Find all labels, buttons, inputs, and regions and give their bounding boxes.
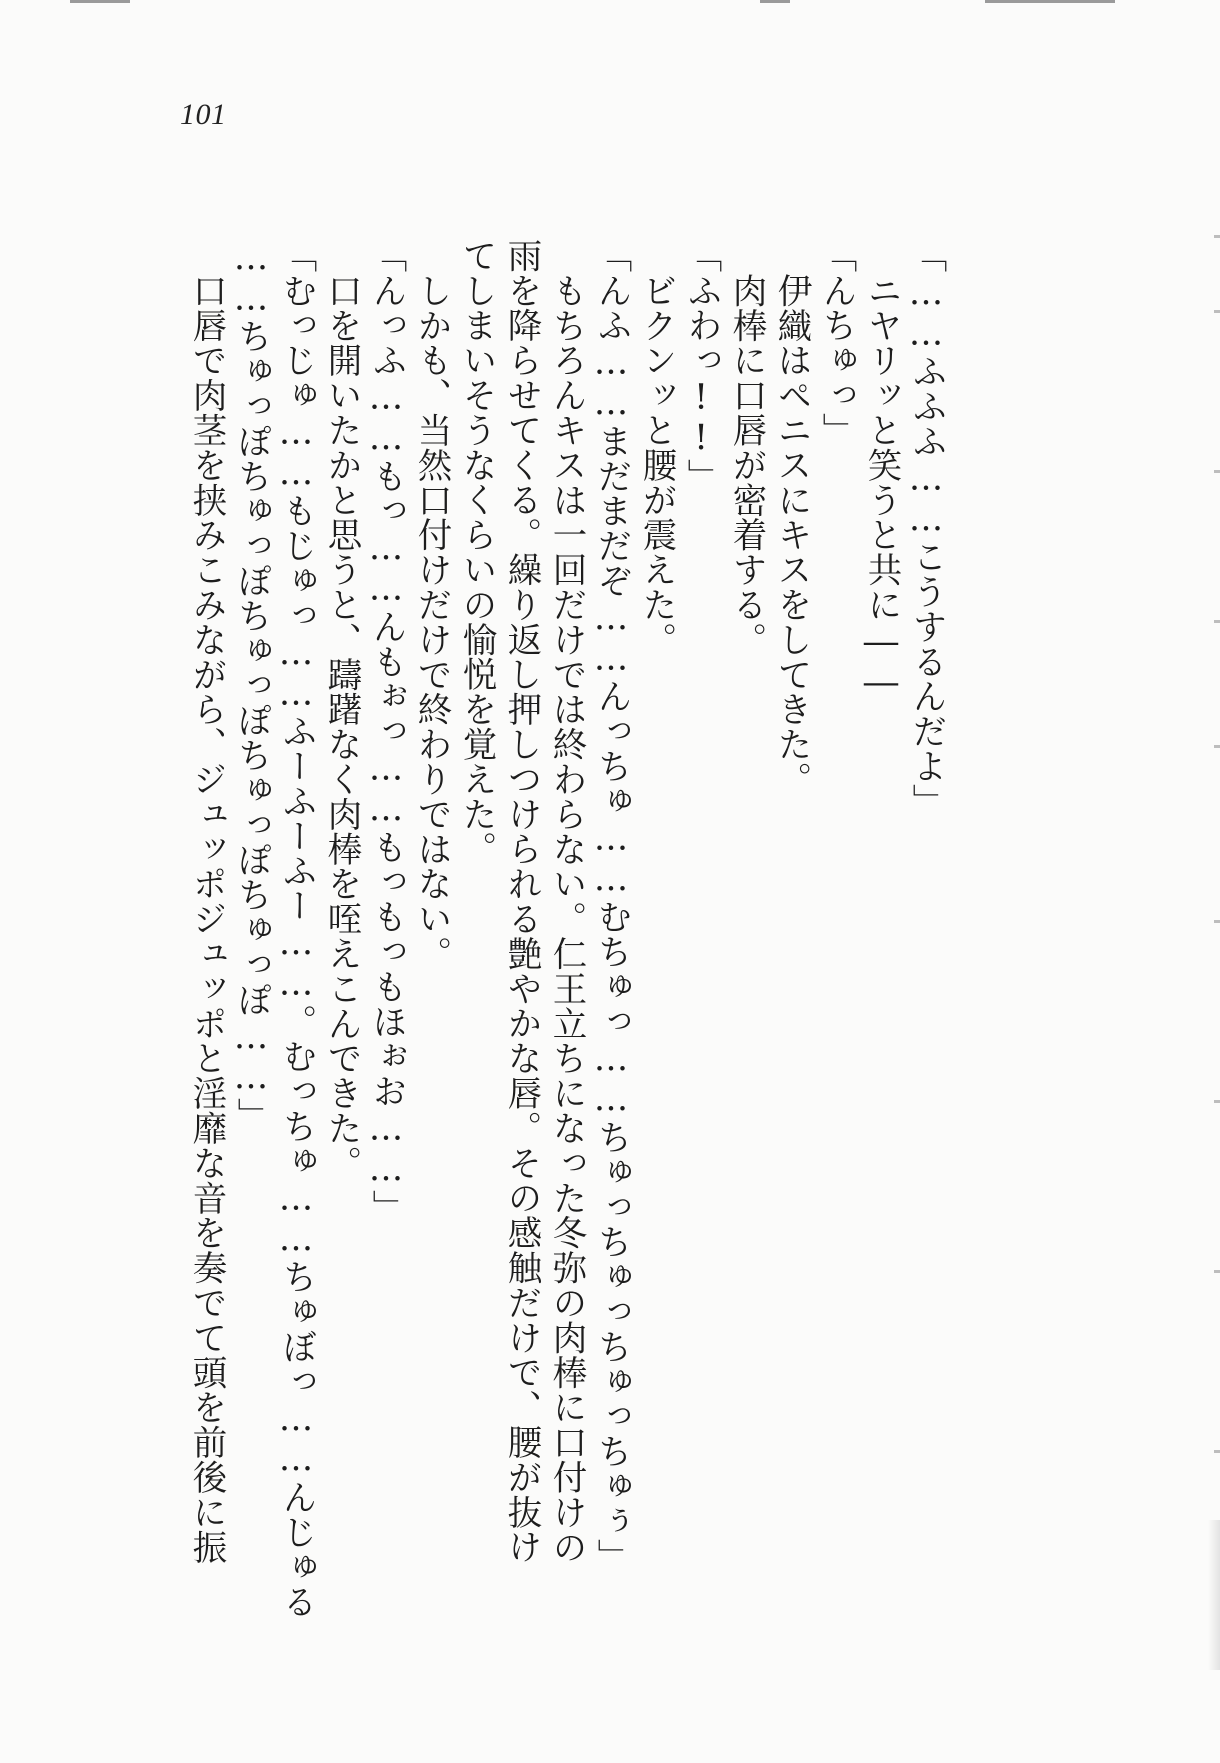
text-line: 「むっじゅ……もじゅっ……ふーふーふー……。むっちゅ……ちゅぼっ……んじゅる xyxy=(276,238,316,1620)
text-line: ニヤリッと笑うと共に―― xyxy=(861,272,901,703)
text-line: ……ちゅっぽちゅっぽちゅっぽちゅっぽちゅっぽ……」 xyxy=(231,238,271,1133)
text-line: もちろんキスは一回だけでは終わらない。仁王立ちになった冬弥の肉棒に口付けの xyxy=(546,272,586,1564)
text-line: 口を開いたかと思うと、躊躇なく肉棒を咥えこんできた。 xyxy=(321,272,361,1180)
text-line: てしまいそうなくらいの愉悦を覚えた。 xyxy=(456,238,496,867)
page-edge-mark xyxy=(1214,1270,1220,1273)
text-line: 「……ふふふ……こうするんだよ」 xyxy=(906,238,946,819)
page-edge-mark xyxy=(1214,620,1220,623)
text-line: 伊織はペニスにキスをしてきた。 xyxy=(771,272,811,796)
text-line: ビクンッと腰が震えた。 xyxy=(636,272,676,657)
text-line: 「んっふ……もっ……んもぉっ……もっもっもほぉお……」 xyxy=(366,238,406,1225)
page-number: 101 xyxy=(180,98,227,131)
page-edge-shadow xyxy=(1208,1520,1220,1670)
page-edge-mark xyxy=(1214,1450,1220,1453)
text-line: 「んふ……まだまだぞ……んっちゅ……むちゅっ……ちゅっちゅっちゅっちゅぅ」 xyxy=(591,238,631,1574)
top-edge-rule-left xyxy=(70,0,130,3)
page-edge-mark xyxy=(1214,235,1220,238)
text-line: 「ふわっ!!」 xyxy=(681,238,721,494)
body-text-vertical xyxy=(148,238,948,1633)
text-line: 肉棒に口唇が密着する。 xyxy=(726,272,766,657)
page-edge-mark xyxy=(1214,470,1220,473)
top-edge-rule-middle xyxy=(760,0,790,3)
page-edge-mark xyxy=(1214,1100,1220,1103)
text-line: 雨を降らせてくる。繰り返し押しつけられる艶やかな唇。その感触だけで、腰が抜け xyxy=(501,238,541,1565)
top-edge-rule-right xyxy=(985,0,1115,3)
page-edge-mark xyxy=(1214,920,1220,923)
text-line: 口唇で肉茎を挟みこみながら、ジュッポジュッポと淫靡な音を奏でて頭を前後に振 xyxy=(186,272,226,1564)
text-line: しかも、当然口付けだけで終わりではない。 xyxy=(411,272,451,971)
text-line: 「んちゅっ」 xyxy=(816,238,856,448)
page-edge-mark xyxy=(1214,310,1220,313)
page-edge-mark xyxy=(1214,745,1220,748)
